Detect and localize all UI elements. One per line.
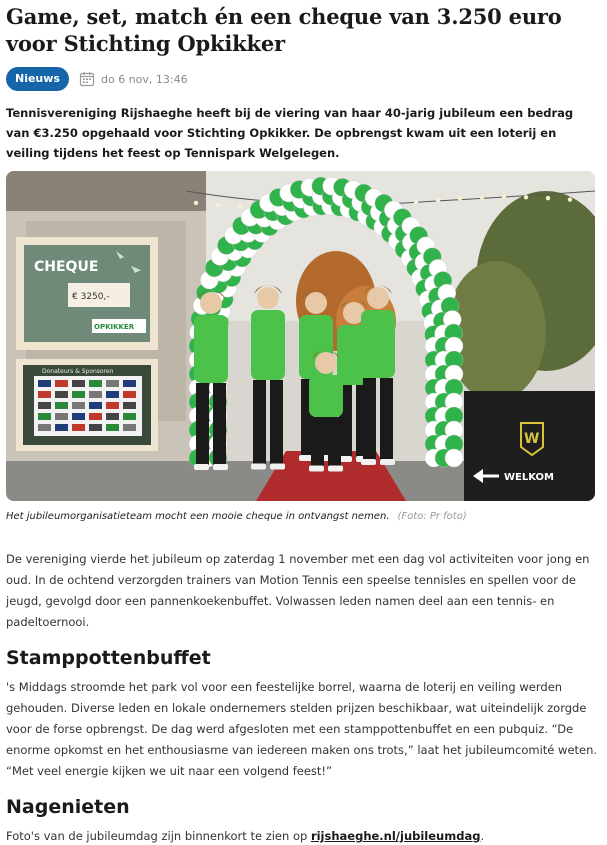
sponsor-board: [16, 359, 158, 451]
cheque-label: CHEQUE: [34, 259, 99, 275]
calendar-icon: [79, 71, 95, 87]
article-paragraph-2: 's Middags stroomde het park vol voor een feestelijke borrel, waarna de loterij en veiling werden gehouden. Diverse leden en lokale ondernemers stelden prijzen beschikbaar, wat uiteindelijk zorgde voor de forse opbrengst. De dag werd afgesloten met een stamppottenbuffet en een pubquiz. “De enorme opkomst en het enthousiasme van iedereen maken ons trots,” laat het jubileumcomité weten. “Met veel energie kijken we uit naar een volgend feest!”: [6, 680, 598, 778]
article-page: [0, 3, 607, 845]
article-title: Game, set, match én een cheque van 3.250 euro voor Stichting Opkikker: [6, 4, 562, 56]
jubileumdag-link[interactable]: rijshaeghe.nl/jubileumdag: [310, 829, 481, 843]
paragraph-3-prefix: Foto's van de jubileumdag zijn binnenkort te zien op: [6, 829, 311, 843]
photo-credit: (Foto: Pr foto): [397, 511, 467, 522]
cheque-org: OPKIKKER: [94, 323, 135, 331]
article-meta: [6, 67, 599, 91]
subheading-stamppottenbuffet: Stamppottenbuffet: [6, 647, 211, 669]
paragraph-3-suffix: .: [480, 829, 485, 843]
publish-date: do 6 nov, 13:46: [100, 72, 188, 86]
article-paragraph-3: [6, 826, 599, 845]
caption-text: Het jubileumorganisatieteam mocht een mooie cheque in ontvangst nemen.: [6, 511, 390, 522]
svg-text:W: W: [524, 431, 540, 447]
cheque-board: [16, 237, 158, 350]
category-badge[interactable]: Nieuws: [6, 67, 69, 91]
article-paragraph-1: De vereniging vierde het jubileum op zaterdag 1 november met een dag vol activiteiten voor jong en oud. In de ochtend verzorgden trainers van Motion Tennis een speelse tennisles en spellen voor de jeugd, gevolgd door een pannenkoekenbuffet. Volwassen leden namen deel aan een tennis- en padeltoernooi.: [6, 552, 590, 629]
subheading-nagenieten: Nagenieten: [6, 796, 130, 818]
cheque-amount: € 3250,-: [72, 292, 110, 302]
sponsor-board-title: Donateurs & Sponsoren: [42, 368, 114, 375]
welcome-sign-text: WELKOM: [504, 472, 554, 483]
photo-caption: [6, 511, 599, 522]
welcome-sign: [464, 391, 595, 501]
article-photo[interactable]: [6, 171, 595, 501]
article-lead: Tennisvereniging Rijshaeghe heeft bij de viering van haar 40-jarig jubileum een bedrag van €3.250 opgehaald voor Stichting Opkikker. De opbrengst kwam uit een loterij en veiling tijdens het feest op Tennispark Welgelegen.: [6, 106, 574, 160]
